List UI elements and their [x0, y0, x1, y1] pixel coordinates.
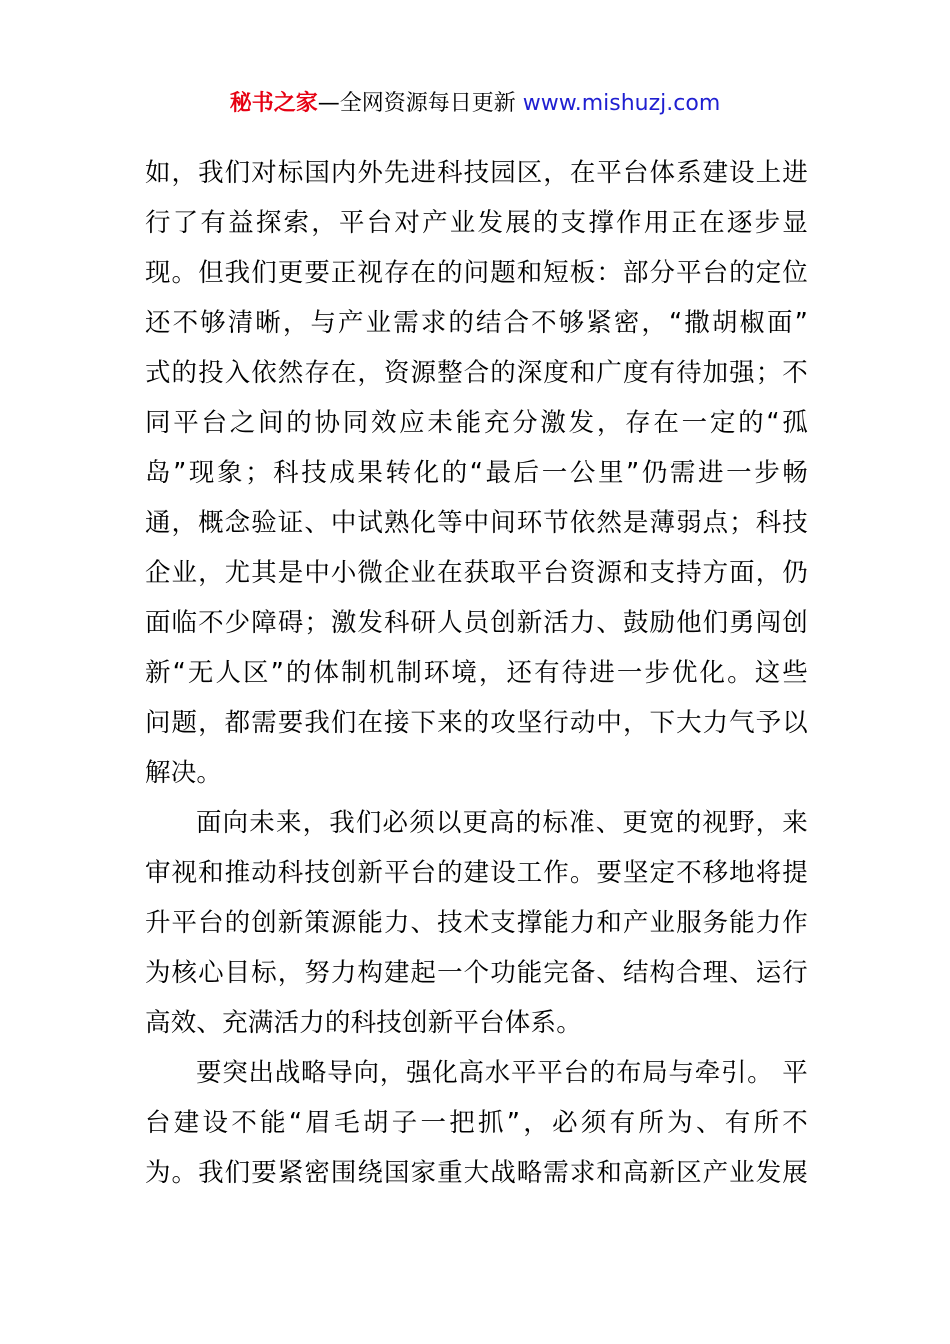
text-line: 面临不少障碍；激发科研人员创新活力、鼓励他们勇闯创: [145, 608, 808, 638]
document-body: [145, 148, 808, 1198]
text-line: 企业，尤其是中小微企业在获取平台资源和支持方面，仍: [145, 558, 808, 588]
text-line: 解决。: [145, 758, 223, 788]
text-line: 岛”现象；科技成果转化的“最后一公里”仍需进一步畅: [145, 458, 808, 488]
text-line: 通，概念验证、中试熟化等中间环节依然是薄弱点；科技: [145, 508, 808, 538]
site-url-link[interactable]: www.mishuzj.com: [522, 91, 721, 116]
text-line: 为核心目标，努力构建起一个功能完备、结构合理、运行: [145, 958, 808, 988]
text-line: 问题，都需要我们在接下来的攻坚行动中，下大力气予以: [145, 708, 808, 738]
text-line: 同平台之间的协同效应未能充分激发，存在一定的“孤: [145, 408, 808, 438]
text-line: 高效、充满活力的科技创新平台体系。: [145, 1008, 582, 1038]
site-header: [0, 86, 950, 122]
text-line: 新“无人区”的体制机制环境，还有待进一步优化。这些: [145, 658, 808, 688]
text-line: 审视和推动科技创新平台的建设工作。要坚定不移地将提: [145, 858, 808, 888]
text-line: 现。但我们更要正视存在的问题和短板：部分平台的定位: [145, 258, 808, 288]
text-line: 式的投入依然存在，资源整合的深度和广度有待加强；不: [145, 358, 808, 388]
text-line: 为。我们要紧密围绕国家重大战略需求和高新区产业发展: [145, 1158, 808, 1188]
text-line: 升平台的创新策源能力、技术支撑能力和产业服务能力作: [145, 908, 808, 938]
text-line: 还不够清晰，与产业需求的结合不够紧密，“撒胡椒面”: [145, 308, 808, 338]
paragraph-start-line: 要突出战略导向，强化高水平平台的布局与牵引。 平: [196, 1058, 808, 1088]
site-tagline: —全网资源每日更新: [317, 91, 516, 116]
paragraph-start-line: 面向未来，我们必须以更高的标准、更宽的视野，来: [196, 808, 808, 838]
text-line: 如，我们对标国内外先进科技园区，在平台体系建设上进: [145, 158, 808, 188]
text-line: 台建设不能“眉毛胡子一把抓”，必须有所为、有所不: [145, 1108, 808, 1138]
site-brand: 秘书之家: [229, 91, 318, 116]
text-line: 行了有益探索，平台对产业发展的支撑作用正在逐步显: [145, 208, 808, 238]
